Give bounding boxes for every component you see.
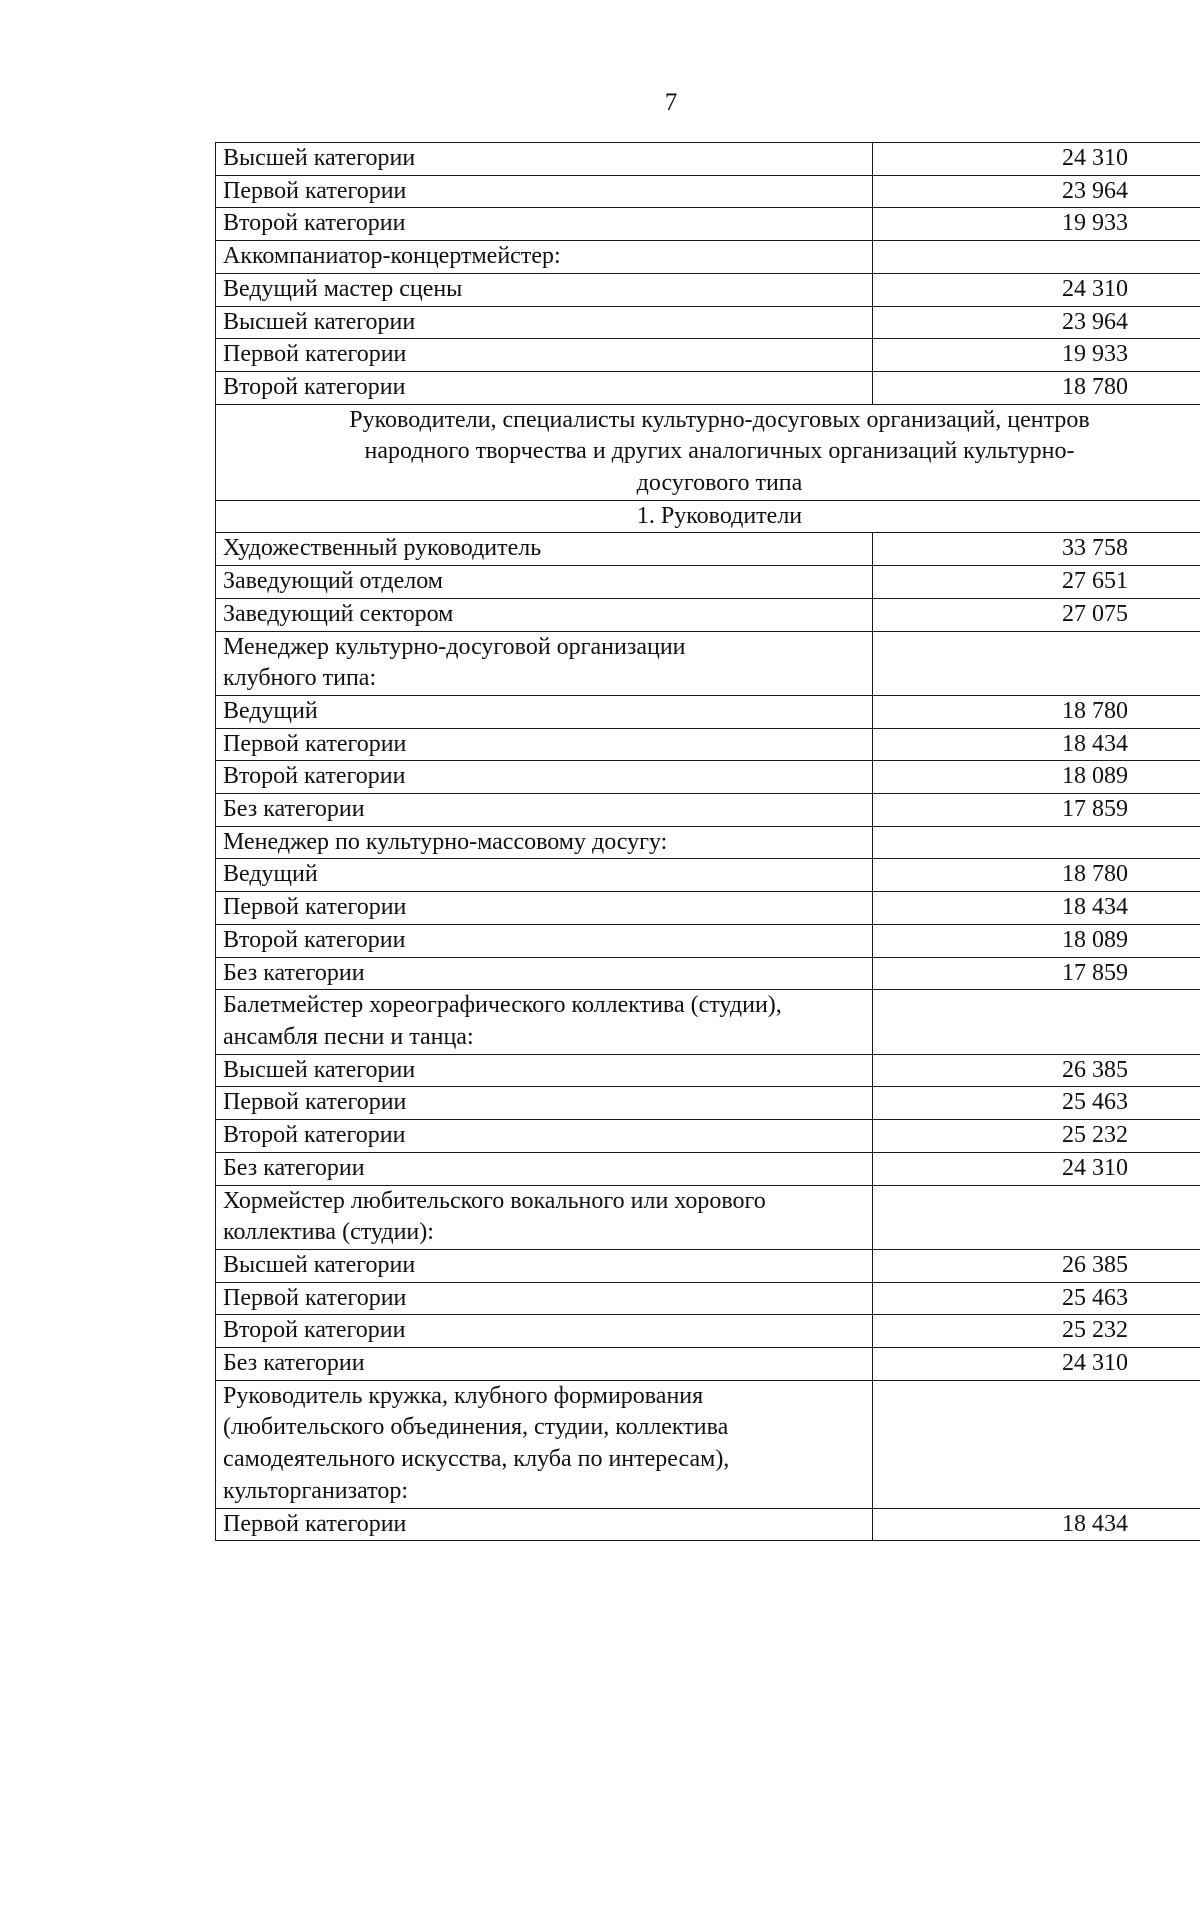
position-name-cell: Руководитель кружка, клубного формирования (любительского объединения, студии, коллектива самодеятельного искусства, клуба по интересам), культорганизатор:	[216, 1380, 873, 1508]
salary-value-cell: 18 089	[873, 761, 1200, 794]
position-name-cell: Высшей категории	[216, 306, 873, 339]
salary-value-cell	[873, 826, 1200, 859]
salary-value-cell	[873, 631, 1200, 695]
table-row	[216, 339, 1200, 372]
table-row	[216, 924, 1200, 957]
position-name-cell: Менеджер культурно-досуговой организации клубного типа:	[216, 631, 873, 695]
table-row	[216, 1282, 1200, 1315]
table-row	[216, 273, 1200, 306]
table-row	[216, 761, 1200, 794]
section-header: 1. Руководители	[216, 500, 1200, 533]
table-row	[216, 371, 1200, 404]
section-header-row	[216, 404, 1200, 500]
salary-value-cell: 26 385	[873, 1054, 1200, 1087]
position-name-cell: Балетмейстер хореографического коллектива (студии), ансамбля песни и танца:	[216, 990, 873, 1054]
position-name-cell: Без категории	[216, 794, 873, 827]
table-row	[216, 794, 1200, 827]
salary-value-cell: 27 651	[873, 566, 1200, 599]
salary-value-cell	[873, 1185, 1200, 1249]
table-row	[216, 598, 1200, 631]
position-name-cell: Первой категории	[216, 728, 873, 761]
salary-value-cell: 26 385	[873, 1249, 1200, 1282]
table-row	[216, 143, 1200, 176]
salary-value-cell: 24 310	[873, 143, 1200, 176]
salary-value-cell: 25 463	[873, 1282, 1200, 1315]
table-row	[216, 826, 1200, 859]
position-name-cell: Второй категории	[216, 1120, 873, 1153]
table-row	[216, 208, 1200, 241]
position-name-cell: Менеджер по культурно-массовому досугу:	[216, 826, 873, 859]
position-name-cell: Второй категории	[216, 371, 873, 404]
table-row	[216, 1087, 1200, 1120]
salary-value-cell: 27 075	[873, 598, 1200, 631]
position-name-cell: Первой категории	[216, 892, 873, 925]
position-name-cell: Первой категории	[216, 1087, 873, 1120]
position-name-cell: Ведущий мастер сцены	[216, 273, 873, 306]
salary-value-cell: 18 780	[873, 371, 1200, 404]
salary-value-cell	[873, 1380, 1200, 1508]
salary-value-cell: 18 434	[873, 728, 1200, 761]
position-name-cell: Ведущий	[216, 695, 873, 728]
table-row	[216, 957, 1200, 990]
salary-value-cell: 24 310	[873, 273, 1200, 306]
position-name-cell: Второй категории	[216, 924, 873, 957]
position-name-cell: Первой категории	[216, 1508, 873, 1541]
salary-value-cell: 23 964	[873, 306, 1200, 339]
salary-table	[215, 142, 1200, 1541]
position-name-cell: Второй категории	[216, 1315, 873, 1348]
salary-value-cell: 25 232	[873, 1315, 1200, 1348]
position-name-cell: Второй категории	[216, 208, 873, 241]
position-name-cell: Аккомпаниатор-концертмейстер:	[216, 241, 873, 274]
table-row	[216, 175, 1200, 208]
table-row	[216, 859, 1200, 892]
table-row	[216, 1380, 1200, 1508]
position-name-cell: Высшей категории	[216, 1249, 873, 1282]
salary-value-cell	[873, 241, 1200, 274]
table-row	[216, 892, 1200, 925]
salary-value-cell	[873, 990, 1200, 1054]
position-name-cell: Без категории	[216, 1348, 873, 1381]
section-header: Руководители, специалисты культурно-досуговых организаций, центров народного творчества и других аналогичных организаций культурно- досугового типа	[216, 404, 1200, 500]
position-name-cell: Художественный руководитель	[216, 533, 873, 566]
salary-value-cell: 17 859	[873, 957, 1200, 990]
table-row	[216, 533, 1200, 566]
table-row	[216, 1348, 1200, 1381]
salary-value-cell: 18 434	[873, 892, 1200, 925]
position-name-cell: Хормейстер любительского вокального или хорового коллектива (студии):	[216, 1185, 873, 1249]
salary-value-cell: 23 964	[873, 175, 1200, 208]
table-row	[216, 1152, 1200, 1185]
position-name-cell: Высшей категории	[216, 143, 873, 176]
table-row	[216, 1508, 1200, 1541]
table-row	[216, 566, 1200, 599]
position-name-cell: Без категории	[216, 957, 873, 990]
table-row	[216, 695, 1200, 728]
salary-value-cell: 18 780	[873, 859, 1200, 892]
table-row	[216, 728, 1200, 761]
position-name-cell: Заведующий отделом	[216, 566, 873, 599]
position-name-cell: Заведующий сектором	[216, 598, 873, 631]
table-row	[216, 1185, 1200, 1249]
table-row	[216, 1120, 1200, 1153]
salary-value-cell: 17 859	[873, 794, 1200, 827]
position-name-cell: Первой категории	[216, 175, 873, 208]
salary-value-cell: 25 463	[873, 1087, 1200, 1120]
position-name-cell: Первой категории	[216, 339, 873, 372]
table-row	[216, 1054, 1200, 1087]
table-row	[216, 1315, 1200, 1348]
salary-value-cell: 18 780	[873, 695, 1200, 728]
position-name-cell: Второй категории	[216, 761, 873, 794]
position-name-cell: Первой категории	[216, 1282, 873, 1315]
salary-value-cell: 33 758	[873, 533, 1200, 566]
position-name-cell: Без категории	[216, 1152, 873, 1185]
salary-value-cell: 19 933	[873, 339, 1200, 372]
table-row	[216, 990, 1200, 1054]
salary-value-cell: 19 933	[873, 208, 1200, 241]
salary-value-cell: 25 232	[873, 1120, 1200, 1153]
table-row	[216, 306, 1200, 339]
table-row	[216, 631, 1200, 695]
position-name-cell: Высшей категории	[216, 1054, 873, 1087]
salary-table-container	[215, 142, 1127, 1541]
page-number: 7	[664, 89, 678, 116]
salary-value-cell: 18 434	[873, 1508, 1200, 1541]
position-name-cell: Ведущий	[216, 859, 873, 892]
salary-value-cell: 24 310	[873, 1348, 1200, 1381]
salary-table-body	[216, 143, 1200, 1541]
table-row	[216, 241, 1200, 274]
section-header-row	[216, 500, 1200, 533]
salary-value-cell: 24 310	[873, 1152, 1200, 1185]
table-row	[216, 1249, 1200, 1282]
salary-value-cell: 18 089	[873, 924, 1200, 957]
